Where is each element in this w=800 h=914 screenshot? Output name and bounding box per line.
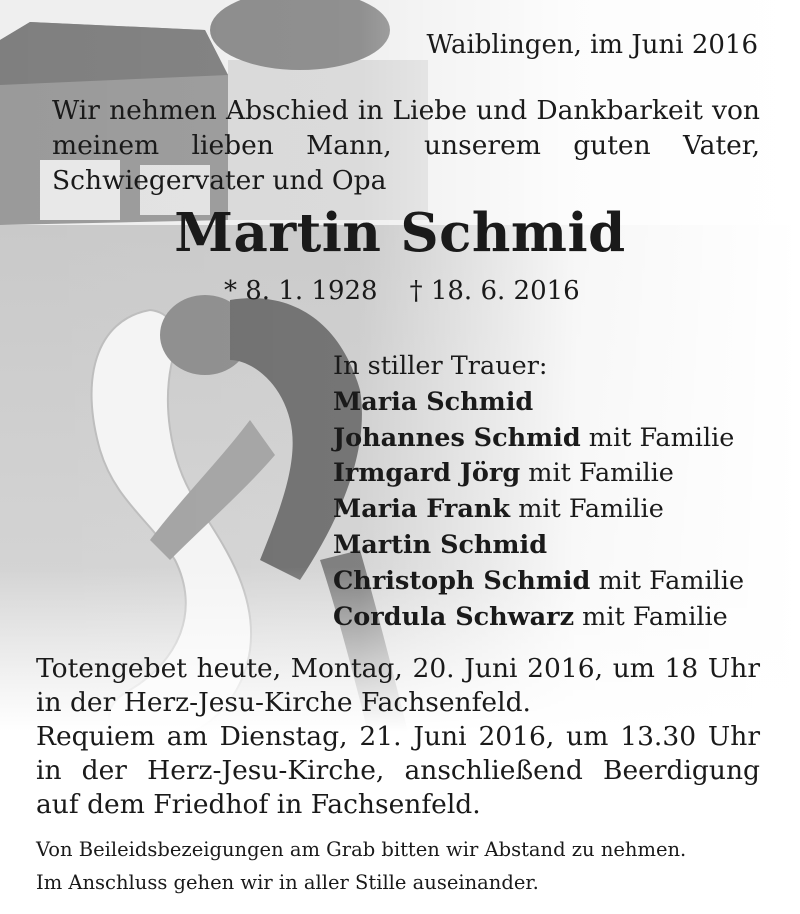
condolence-note: Von Beileidsbezeigungen am Grab bitten wir Abstand zu nehmen. (36, 838, 687, 861)
mourner-suffix: mit Familie (574, 601, 728, 632)
life-dates (224, 276, 580, 306)
mourner-suffix: mit Familie (580, 422, 735, 453)
mourner-name: Maria Schmid (333, 386, 534, 417)
prayer-service-text: Totengebet heute, Montag, 20. Juni 2016, um 18 Uhr in der Herz-Jesu-Kirche Fachsenfeld. (36, 653, 760, 718)
mourner-suffix: mit Familie (510, 494, 664, 525)
list-item (333, 528, 744, 564)
list-item (333, 492, 744, 528)
list-item (333, 385, 744, 421)
service-details (36, 652, 760, 822)
requiem-text: Requiem am Dienstag, 21. Juni 2016, um 13.30 Uhr in der Herz-Jesu-Kirche, anschließend Beerdigung auf dem Friedhof in Fachsenfeld. (36, 721, 760, 820)
dateline: Waiblingen, im Juni 2016 (426, 30, 758, 60)
mourner-name: Martin Schmid (333, 529, 548, 560)
list-item (333, 564, 744, 600)
mourner-suffix: mit Familie (520, 458, 674, 489)
farewell-note: Im Anschluss gehen wir in aller Stille auseinander. (36, 871, 539, 894)
mourner-suffix: mit Familie (590, 565, 745, 596)
mourner-name: Johannes Schmid (333, 422, 581, 453)
mourners-heading: In stiller Trauer: (333, 351, 548, 381)
list-item (333, 456, 744, 492)
intro-text: Wir nehmen Abschied in Liebe und Dankbarkeit von meinem lieben Mann, unserem guten Vater, Schwiegervater und Opa (52, 95, 760, 196)
birth-date: * 8. 1. 1928 (224, 276, 378, 306)
deceased-name: Martin Schmid (174, 202, 626, 264)
mourner-name: Irmgard Jörg (333, 458, 521, 489)
mourner-name: Maria Frank (333, 494, 511, 525)
mourner-name: Cordula Schwarz (333, 601, 575, 632)
list-item (333, 600, 744, 636)
mourner-name: Christoph Schmid (333, 565, 591, 596)
death-date: † 18. 6. 2016 (409, 276, 580, 306)
closing-notes (36, 833, 686, 899)
mourners-list (333, 349, 744, 635)
list-item (333, 421, 744, 457)
